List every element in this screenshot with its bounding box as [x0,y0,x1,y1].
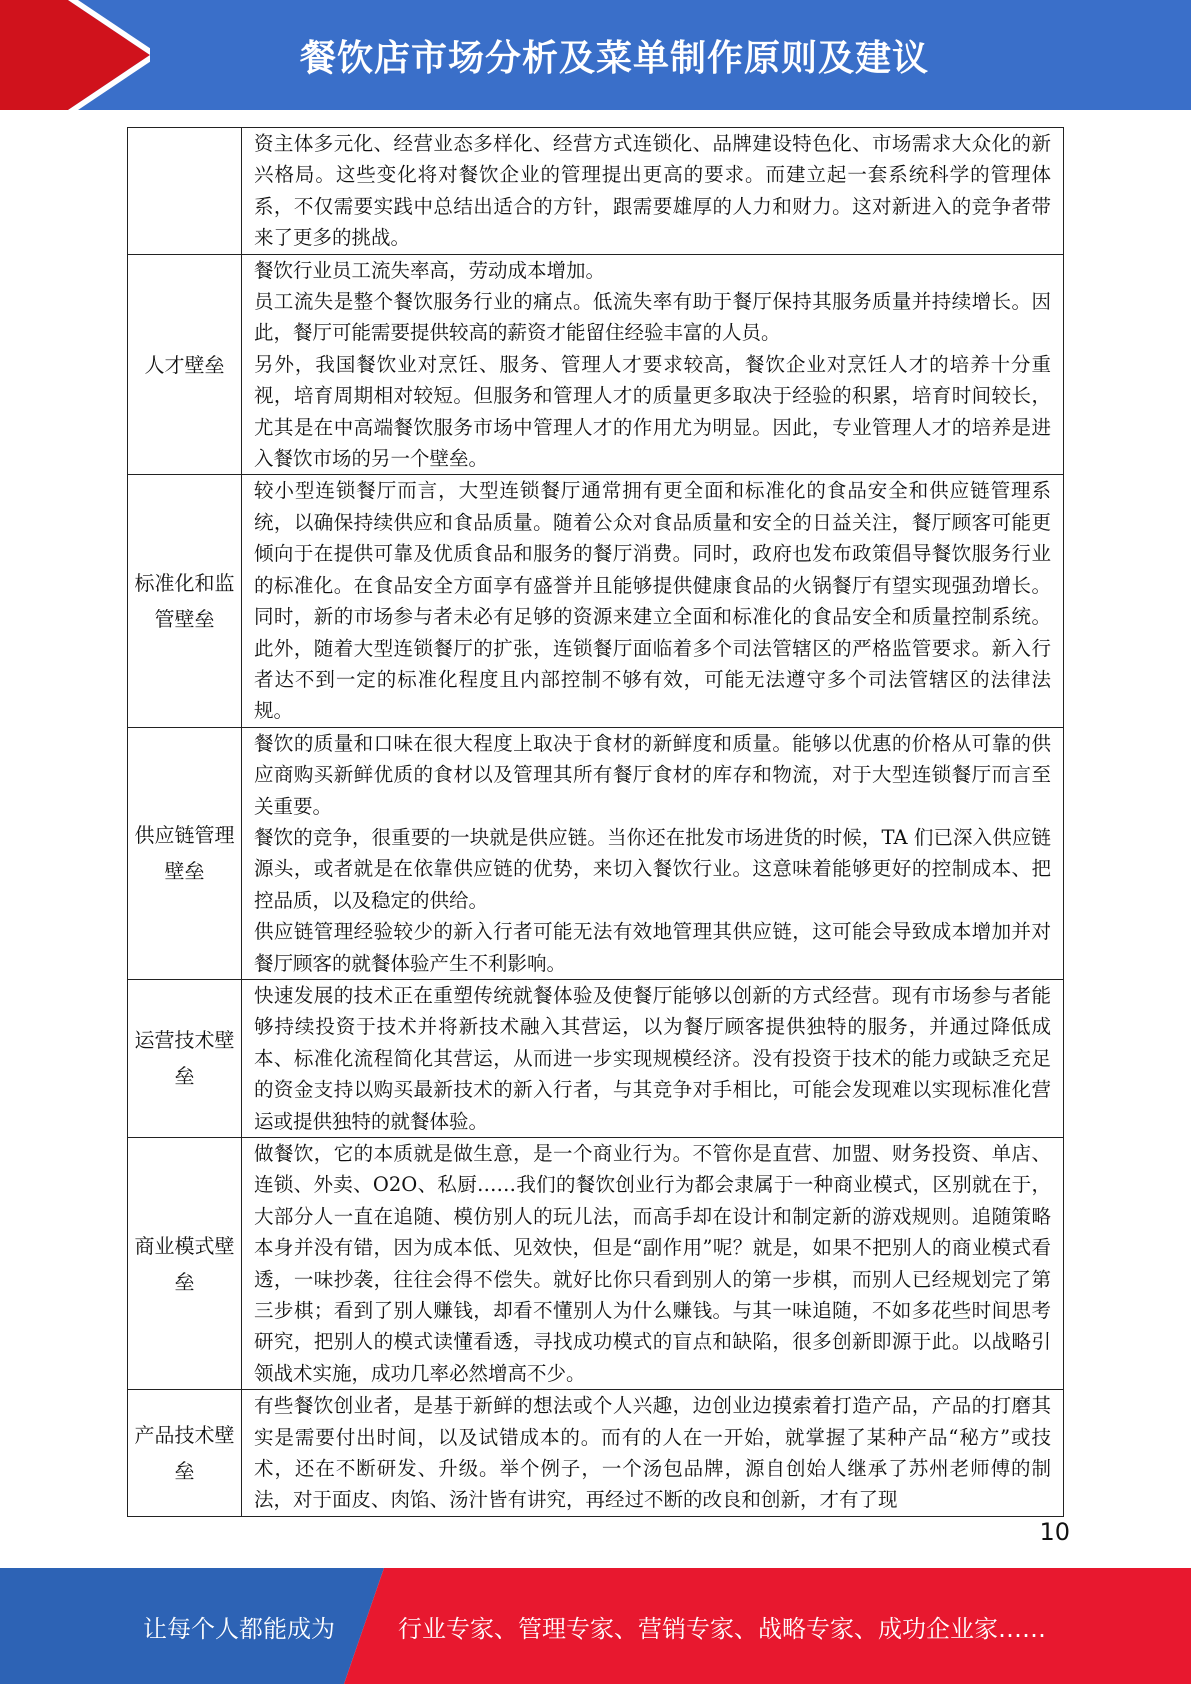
row-content [242,979,1064,1137]
paragraph: 资主体多元化、经营业态多样化、经营方式连锁化、品牌建设特色化、市场需求大众化的新兴格局。这些变化将对餐饮企业的管理提出更高的要求。而建立起一套系统科学的管理体系，不仅需要实践中总结出适合的方针，跟需要雄厚的人力和财力。这对新进入的竞争者带来了更多的挑战。 [254,132,1051,250]
paragraph: 员工流失是整个餐饮服务行业的痛点。低流失率有助于餐厅保持其服务质量并持续增长。因此，餐厅可能需要提供较高的薪资才能留住经验丰富的人员。 [254,290,1051,345]
table-row [128,1138,1064,1390]
page-number: 10 [1039,1518,1070,1546]
paragraph: 餐饮的竞争，很重要的一块就是供应链。当你还在批发市场进货的时候，TA 们已深入供应链源头，或者就是在依靠供应链的优势，来切入餐饮行业。这意味着能够更好的控制成本、把控品质，以及稳定的供给。 [254,825,1051,912]
table-row [128,1390,1064,1517]
paragraph: 较小型连锁餐厅而言，大型连锁餐厅通常拥有更全面和标准化的食品安全和供应链管理系统，以确保持续供应和食品质量。随着公众对食品质量和安全的日益关注，餐厅顾客可能更倾向于在提供可靠及优质食品和服务的餐厅消费。同时，政府也发布政策倡导餐饮服务行业的标准化。在食品安全方面享有盛誉并且能够提供健康食品的火锅餐厅有望实现强劲增长。同时，新的市场参与者未必有足够的资源来建立全面和标准化的食品安全和质量控制系统。此外，随着大型连锁餐厅的扩张，连锁餐厅面临着多个司法管辖区的严格监管要求。新入行者达不到一定的标准化程度且内部控制不够有效，可能无法遵守多个司法管辖区的法律法规。 [254,479,1051,723]
page-title: 餐饮店市场分析及菜单制作原则及建议 [300,37,930,79]
paragraph: 有些餐饮创业者，是基于新鲜的想法或个人兴趣，边创业边摸索着打造产品，产品的打磨其实是需要付出时间，以及试错成本的。而有的人在一开始，就掌握了某种产品“秘方”或技术，还在不断研发、升级。举个例子，一个汤包品牌，源自创始人继承了苏州老师傅的制法，对于面皮、肉馅、汤汁皆有讲究，再经过不断的改良和创新，才有了现 [254,1394,1051,1512]
header-chevron-icon [0,0,150,110]
barrier-table [127,127,1064,1517]
paragraph: 餐饮的质量和口味在很大程度上取决于食材的新鲜度和质量。能够以优惠的价格从可靠的供应商购买新鲜优质的食材以及管理其所有餐厅食材的库存和物流，对于大型连锁餐厅而言至关重要。 [254,731,1051,818]
table-row [128,979,1064,1137]
page-footer [0,1568,1191,1684]
row-content [242,254,1064,475]
row-label: 商业模式壁垒 [128,1138,242,1390]
row-label: 供应链管理壁垒 [128,727,242,979]
row-content [242,128,1064,255]
row-content [242,727,1064,979]
table-row [128,475,1064,727]
paragraph: 另外，我国餐饮业对烹饪、服务、管理人才要求较高，餐饮企业对烹饪人才的培养十分重视，培育周期相对较短。但服务和管理人才的质量更多取决于经验的积累，培育时间较长，尤其是在中高端餐饮服务市场中管理人才的作用尤为明显。因此，专业管理人才的培养是进入餐饮市场的另一个壁垒。 [254,352,1051,471]
row-content [242,1138,1064,1390]
paragraph: 餐饮行业员工流失率高，劳动成本增加。 [254,258,606,282]
table-row [128,254,1064,475]
paragraph: 供应链管理经验较少的新入行者可能无法有效地管理其供应链，这可能会导致成本增加并对餐厅顾客的就餐体验产生不利影响。 [254,920,1051,975]
page-header [0,0,1191,110]
row-label: 标准化和监管壁垒 [128,475,242,727]
paragraph: 做餐饮，它的本质就是做生意，是一个商业行为。不管你是直营、加盟、财务投资、单店、连锁、外卖、O2O、私厨……我们的餐饮创业行为都会隶属于一种商业模式，区别就在于，大部分人一直在追随、模仿别人的玩儿法，而高手却在设计和制定新的游戏规则。追随策略本身并没有错，因为成本低、见效快，但是“副作用”呢？就是，如果不把别人的商业模式看透，一味抄袭，往往会得不偿失。就好比你只看到别人的第一步棋，而别人已经规划完了第三步棋；看到了别人赚钱，却看不懂别人为什么赚钱。与其一味追随，不如多花些时间思考研究，把别人的模式读懂看透，寻找成功模式的盲点和缺陷，很多创新即源于此。以战略引领战术实施，成功几率必然增高不少。 [254,1142,1051,1385]
table-row [128,727,1064,979]
row-content [242,1390,1064,1517]
row-label: 运营技术壁垒 [128,979,242,1137]
row-label [128,128,242,255]
footer-slogan-right: 行业专家、管理专家、营销专家、战略专家、成功企业家…… [398,1614,1046,1643]
paragraph: 快速发展的技术正在重塑传统就餐体验及使餐厅能够以创新的方式经营。现有市场参与者能够持续投资于技术并将新技术融入其营运，以为餐厅顾客提供独特的服务，并通过降低成本、标准化流程简化其营运，从而进一步实现规模经济。没有投资于技术的能力或缺乏充足的资金支持以购买最新技术的新入行者，与其竞争对手相比，可能会发现难以实现标准化营运或提供独特的就餐体验。 [254,983,1051,1133]
row-label: 人才壁垒 [128,254,242,475]
footer-slogan-left: 让每个人都能成为 [143,1614,335,1643]
row-content [242,475,1064,727]
table-row [128,128,1064,255]
row-label: 产品技术壁垒 [128,1390,242,1517]
